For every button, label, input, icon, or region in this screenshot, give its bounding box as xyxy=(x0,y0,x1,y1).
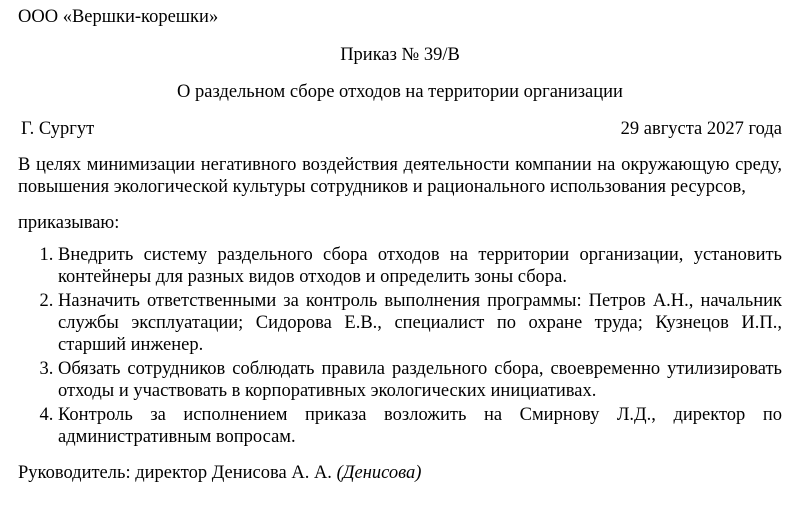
city: Г. Сургут xyxy=(21,119,95,139)
signature-line xyxy=(18,462,782,484)
company-name: ООО «Вершки-корешки» xyxy=(18,7,219,27)
preamble-paragraph: В целях минимизации негативного воздействия деятельности компании на окружающую среду, повышения экологической культуры сотрудников и рационального использования ресурсов, xyxy=(18,155,782,197)
order-subtitle: О раздельном сборе отходов на территории организации xyxy=(177,82,623,102)
order-item: 1. Внедрить систему раздельного сбора отходов на территории организации, установить контейнеры для разных видов отходов и определить зоны сбора. xyxy=(58,244,782,288)
order-item: 2. Назначить ответственными за контроль выполнения программы: Петров А.Н., начальник службы эксплуатации; Сидорова Е.В., специалист по охране труда; Кузнецов И.П., старший инженер. xyxy=(58,290,782,356)
date: 29 августа 2027 года xyxy=(620,119,782,139)
order-item: 3. Обязать сотрудников соблюдать правила раздельного сбора, своевременно утилизировать отходы и участвовать в корпоративных экологических инициативах. xyxy=(58,358,782,402)
order-item: 4. Контроль за исполнением приказа возложить на Смирнову Л.Д., директор по административным вопросам. xyxy=(58,404,782,448)
city-date-row xyxy=(18,118,782,140)
signature-name: (Денисова) xyxy=(336,463,422,483)
order-word: приказываю: xyxy=(18,213,120,233)
order-items-list xyxy=(18,244,782,448)
order-title: Приказ № 39/В xyxy=(340,45,460,65)
signature-label: Руководитель: директор Денисова А. А. xyxy=(18,463,332,483)
